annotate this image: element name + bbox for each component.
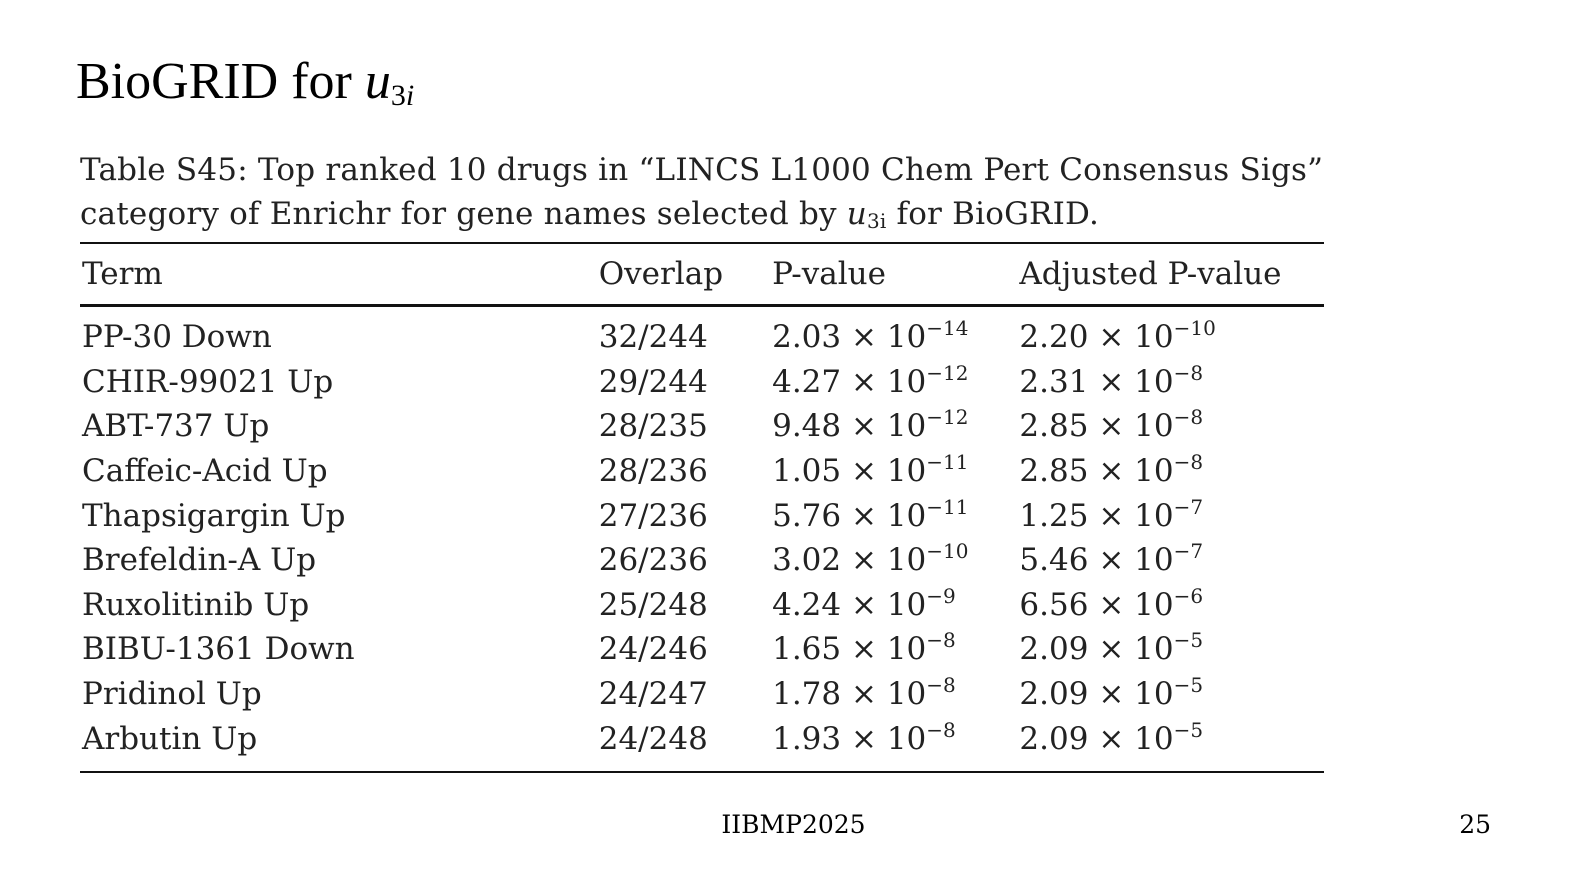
- cell-pvalue-base: × 10: [850, 408, 927, 445]
- cell-adjusted-pvalue-base: × 10: [1098, 319, 1174, 356]
- header-term: Term: [82, 256, 163, 292]
- title-variable: u: [364, 53, 391, 110]
- cell-pvalue-mantissa: 1.78: [772, 676, 842, 713]
- cell-overlap: 24/248: [598, 720, 708, 757]
- cell-pvalue: [770, 538, 1017, 583]
- cell-overlap: 28/236: [598, 453, 708, 490]
- table-row: [80, 627, 1324, 672]
- cell-pvalue: [770, 306, 1017, 360]
- cell-adjusted-pvalue-exponent: −8: [1173, 360, 1204, 385]
- cell-pvalue-mantissa: 4.24: [772, 586, 842, 623]
- cell-adjusted-pvalue: [1017, 360, 1324, 405]
- cell-pvalue-exponent: −8: [926, 628, 956, 653]
- cell-term: Ruxolitinib Up: [82, 586, 310, 623]
- cell-term: Caffeic-Acid Up: [82, 453, 328, 490]
- cell-adjusted-pvalue-mantissa: 6.56: [1019, 586, 1089, 623]
- header-overlap: Overlap: [598, 256, 724, 292]
- cell-adjusted-pvalue: [1017, 672, 1324, 717]
- cell-pvalue-base: × 10: [850, 542, 927, 579]
- header-adjusted-pvalue: Adjusted P-value: [1019, 256, 1282, 292]
- cell-adjusted-pvalue-base: × 10: [1098, 453, 1174, 490]
- title-subscript: 3i: [390, 79, 415, 112]
- cell-overlap: 29/244: [598, 363, 708, 400]
- cell-pvalue: [770, 360, 1017, 405]
- cell-term: BIBU-1361 Down: [82, 631, 355, 668]
- cell-adjusted-pvalue-mantissa: 2.85: [1019, 408, 1089, 445]
- table-figure: [80, 148, 1326, 773]
- cell-term: ABT-737 Up: [82, 408, 270, 445]
- cell-pvalue-exponent: −12: [926, 360, 969, 385]
- cell-pvalue-base: × 10: [850, 631, 927, 668]
- cell-adjusted-pvalue-base: × 10: [1098, 720, 1174, 757]
- cell-pvalue-base: × 10: [850, 363, 927, 400]
- cell-overlap: 27/236: [598, 497, 708, 534]
- cell-pvalue-base: × 10: [850, 497, 927, 534]
- cell-overlap: 24/247: [598, 676, 708, 713]
- cell-overlap: 25/248: [598, 586, 708, 623]
- cell-pvalue: [770, 627, 1017, 672]
- cell-adjusted-pvalue-exponent: −8: [1173, 450, 1204, 475]
- cell-overlap: 24/246: [598, 631, 708, 668]
- results-table: [80, 242, 1324, 773]
- cell-pvalue-base: × 10: [850, 319, 927, 356]
- cell-adjusted-pvalue: [1017, 306, 1324, 360]
- cell-pvalue-base: × 10: [850, 676, 927, 713]
- cell-pvalue-base: × 10: [850, 720, 927, 757]
- table-row: [80, 404, 1324, 449]
- cell-pvalue-mantissa: 1.65: [772, 631, 842, 668]
- cell-pvalue-exponent: −8: [926, 717, 956, 742]
- cell-adjusted-pvalue-base: × 10: [1098, 676, 1174, 713]
- cell-adjusted-pvalue-mantissa: 5.46: [1019, 542, 1089, 579]
- cell-pvalue-mantissa: 1.05: [772, 453, 842, 490]
- cell-adjusted-pvalue: [1017, 538, 1324, 583]
- cell-adjusted-pvalue-base: × 10: [1098, 542, 1174, 579]
- cell-term: PP-30 Down: [82, 319, 272, 356]
- footer-text: IIBMP2025: [721, 810, 866, 839]
- cell-adjusted-pvalue-mantissa: 2.20: [1019, 319, 1089, 356]
- cell-pvalue-exponent: −12: [926, 405, 969, 430]
- table-row: [80, 538, 1324, 583]
- cell-pvalue-exponent: −9: [926, 583, 956, 608]
- cell-pvalue: [770, 716, 1017, 772]
- caption-line-2: category of Enrichr for gene names selected by $u_{3i}$ for BioGRID.: [80, 196, 1100, 233]
- cell-pvalue-exponent: −14: [926, 316, 969, 341]
- cell-adjusted-pvalue-mantissa: 2.09: [1019, 676, 1089, 713]
- cell-adjusted-pvalue: [1017, 583, 1324, 628]
- cell-adjusted-pvalue-exponent: −7: [1173, 494, 1204, 519]
- cell-term: Thapsigargin Up: [82, 497, 346, 534]
- cell-overlap: 28/235: [598, 408, 708, 445]
- cell-term: Brefeldin-A Up: [82, 542, 317, 579]
- cell-pvalue-mantissa: 2.03: [772, 319, 842, 356]
- slide-number: 25: [1459, 810, 1491, 839]
- caption-line-1: Table S45: Top ranked 10 drugs in “LINCS L1000 Chem Pert Consensus Sigs”: [80, 152, 1324, 188]
- cell-adjusted-pvalue-mantissa: 2.31: [1019, 363, 1089, 400]
- cell-pvalue: [770, 493, 1017, 538]
- cell-pvalue: [770, 583, 1017, 628]
- cell-overlap: 26/236: [598, 542, 708, 579]
- table-body: [80, 306, 1324, 772]
- cell-term: Pridinol Up: [82, 676, 262, 713]
- cell-term: CHIR-99021 Up: [82, 363, 334, 400]
- cell-adjusted-pvalue-mantissa: 2.09: [1019, 720, 1089, 757]
- cell-pvalue-mantissa: 4.27: [772, 363, 842, 400]
- cell-adjusted-pvalue-base: × 10: [1098, 631, 1174, 668]
- cell-adjusted-pvalue-base: × 10: [1098, 363, 1174, 400]
- cell-adjusted-pvalue-exponent: −5: [1173, 717, 1204, 742]
- cell-adjusted-pvalue: [1017, 716, 1324, 772]
- cell-pvalue-exponent: −11: [926, 450, 969, 475]
- table-row: [80, 493, 1324, 538]
- cell-adjusted-pvalue: [1017, 627, 1324, 672]
- cell-adjusted-pvalue: [1017, 449, 1324, 494]
- table-row: [80, 716, 1324, 772]
- cell-pvalue: [770, 449, 1017, 494]
- cell-pvalue-exponent: −10: [926, 539, 969, 564]
- cell-adjusted-pvalue-mantissa: 2.09: [1019, 631, 1089, 668]
- cell-pvalue-mantissa: 5.76: [772, 497, 842, 534]
- cell-adjusted-pvalue-mantissa: 1.25: [1019, 497, 1089, 534]
- cell-adjusted-pvalue-exponent: −8: [1173, 405, 1204, 430]
- cell-pvalue-mantissa: 3.02: [772, 542, 842, 579]
- cell-adjusted-pvalue: [1017, 493, 1324, 538]
- cell-pvalue-mantissa: 1.93: [772, 720, 842, 757]
- cell-pvalue: [770, 672, 1017, 717]
- table-row: [80, 360, 1324, 405]
- title-text: BioGRID for: [76, 53, 365, 110]
- header-pvalue: P-value: [772, 256, 886, 292]
- cell-adjusted-pvalue-exponent: −6: [1173, 583, 1204, 608]
- table-row: [80, 672, 1324, 717]
- cell-adjusted-pvalue-mantissa: 2.85: [1019, 453, 1089, 490]
- cell-adjusted-pvalue-base: × 10: [1098, 497, 1174, 534]
- cell-adjusted-pvalue-base: × 10: [1098, 586, 1174, 623]
- table-caption: [80, 148, 1326, 236]
- cell-pvalue-base: × 10: [850, 453, 927, 490]
- cell-term: Arbutin Up: [82, 720, 258, 757]
- cell-pvalue-mantissa: 9.48: [772, 408, 842, 445]
- cell-pvalue-exponent: −8: [926, 673, 956, 698]
- cell-pvalue-base: × 10: [850, 586, 927, 623]
- table-row: [80, 449, 1324, 494]
- table-row: [80, 306, 1324, 360]
- cell-adjusted-pvalue-exponent: −10: [1173, 316, 1216, 341]
- cell-adjusted-pvalue-exponent: −5: [1173, 628, 1204, 653]
- slide-title: [76, 52, 414, 112]
- cell-adjusted-pvalue-exponent: −5: [1173, 673, 1204, 698]
- cell-adjusted-pvalue-base: × 10: [1098, 408, 1174, 445]
- cell-adjusted-pvalue-exponent: −7: [1173, 539, 1204, 564]
- cell-pvalue: [770, 404, 1017, 449]
- cell-pvalue-exponent: −11: [926, 494, 969, 519]
- cell-adjusted-pvalue: [1017, 404, 1324, 449]
- table-row: [80, 583, 1324, 628]
- cell-overlap: 32/244: [598, 319, 708, 356]
- table-header-row: [80, 243, 1324, 306]
